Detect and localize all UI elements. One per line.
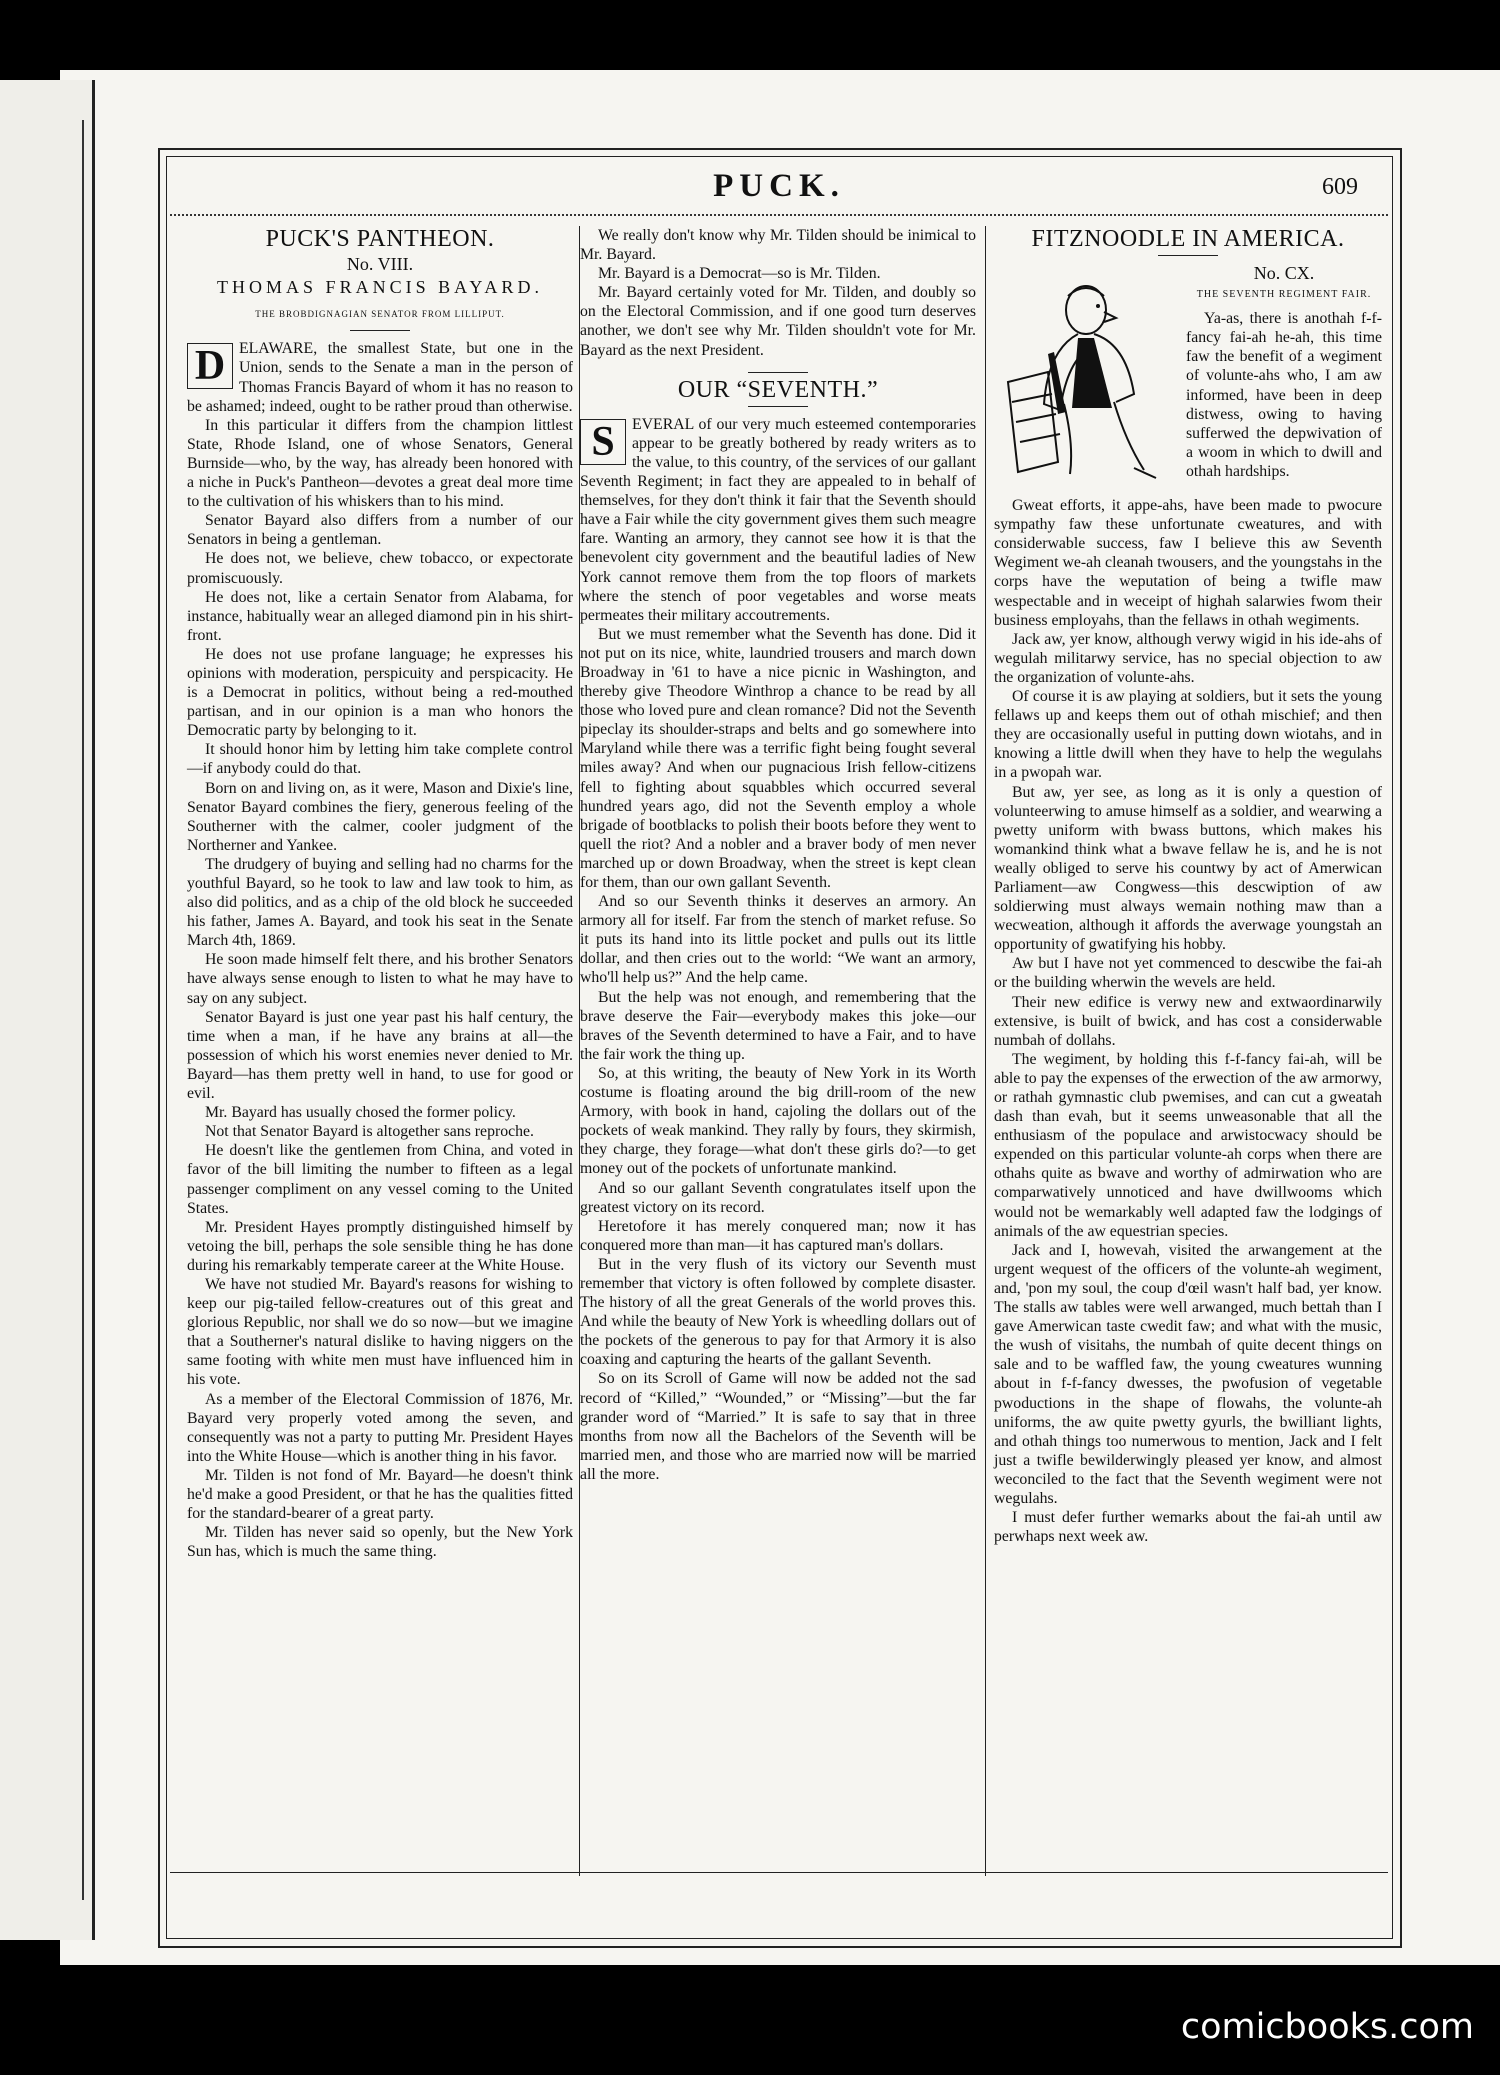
section-rule bbox=[748, 372, 808, 373]
paragraph: But in the very flush of its victory our Seventh must remember that victory is often followed by complete disaster. The history of all the great Generals of the world proves this. And while the beauty of New York is wheedling dollars out of the pockets of the generous to pay for that Armory it is also coaxing and capturing the hearts of the gallant Seventh. bbox=[580, 1255, 976, 1369]
lead-paragraph bbox=[187, 339, 573, 415]
lead-text: ELAWARE, the smallest State, but one in the Union, sends to the Senate a man in the person of Thomas Francis Bayard of whom it has no reason to be ashamed; indeed, ought to be rather proud than otherwise. bbox=[187, 340, 573, 415]
article-body bbox=[187, 416, 573, 1562]
previous-page-edge bbox=[0, 80, 95, 1940]
paragraph: He doesn't like the gentlemen from China, and voted in favor of the bill limiting the number to fifteen as a legal passenger compliment on any vessel coming to the United States. bbox=[187, 1142, 573, 1217]
paragraph: And so our gallant Seventh congratulates itself upon the greatest victory on its record. bbox=[580, 1179, 976, 1216]
masthead-title: PUCK. bbox=[713, 168, 845, 204]
article-number: No. CX. bbox=[1253, 264, 1315, 284]
masthead bbox=[170, 168, 1388, 208]
section-rule bbox=[350, 330, 410, 331]
column-divider-2 bbox=[985, 226, 986, 1876]
lead-paragraph bbox=[580, 415, 976, 625]
paragraph: I must defer further wemarks about the fai-ah until aw perwhaps next week aw. bbox=[994, 1509, 1382, 1546]
paragraph: The wegiment, by holding this f-f-fancy fai-ah, will be able to pay the expenses of the erwection of the aw armorwy, or rathah gymnastic club pwemises, and can cut a gweatah dash than evah, but it seems unweasonable that all the enthusiasm of the populace and arwistocwacy should be expended on this particular volunte-ah corps when there are othahs quite as bwave and worthy of admirwation who are comparwatively unnoticed and have dwillwooms which would not be wemarkably well adapted faw the lodgings of animals of the aw equestrian species. bbox=[994, 1050, 1382, 1240]
paragraph: But the help was not enough, and remembering that the brave deserve the Fair—everybody makes this joke—our braves of the Seventh determined to have a Fair, and to have the fair work the thing up. bbox=[580, 988, 976, 1063]
fitznoodle-illustration bbox=[994, 272, 1176, 492]
page-number: 609 bbox=[1322, 174, 1358, 200]
paragraph: Gweat efforts, it appe-ahs, have been made to pwocure sympathy faw these unfortunate cweatures, and with considerwable success, faw I believe this aw Seventh Wegiment we-ah cleanah twousers, and the youngstahs in the corps have the weputation of being a twifle maw wespectable and in weceipt of highah salarwies fwom their business employahs, than the fellaws in othah wegiments. bbox=[994, 497, 1382, 629]
paragraph: He does not, like a certain Senator from Alabama, for instance, habitually wear an alleged diamond pin in his shirt-front. bbox=[187, 588, 573, 644]
paragraph: In this particular it differs from the champion littlest State, Rhode Island, one of whose Senators, General Burnside—who, by the way, has already been honored with a niche in Puck's Pantheon—devotes a great deal more time to the cultivation of his whiskers than to his mind. bbox=[187, 416, 573, 511]
continued-text bbox=[580, 226, 976, 360]
column-seventh bbox=[580, 226, 976, 1484]
lead-text: EVERAL of our very much esteemed contemporaries appear to be greatly bothered by ready writers as to the value, to this country, of the services of our gallant Seventh Regiment; in fact they are appealed to in behalf of themselves, for they don't think it fair that the Seventh should have a Fair while the city government gives them such meagre fare. Wanting an armory, they cannot see how it is that the benevolent city government and the beautiful ladies of New York cannot remove them from the top floors of markets where the stench of poor vegetables and worse meats permeates their military accoutrements. bbox=[580, 415, 976, 624]
paragraph: It should honor him by letting him take complete control—if anybody could do that. bbox=[187, 741, 573, 778]
section-rule bbox=[748, 406, 808, 407]
article-subtitle: THE SEVENTH REGIMENT FAIR. bbox=[1196, 289, 1372, 301]
bottom-rule bbox=[170, 1872, 1388, 1873]
paragraph: Born on and living on, as it were, Mason and Dixie's line, Senator Bayard combines the fiery, generous feeling of the Southerner with the calmer, cooler judgment of the Northerner and Yankee. bbox=[187, 779, 573, 854]
article-body bbox=[994, 496, 1382, 1546]
paragraph: Senator Bayard is just one year past his half century, the time when a man, if he have any brains at all—the possession of which his worst enemies never denied to Mr. Bayard—has them pretty well in hand, to use for good or evil. bbox=[187, 1008, 573, 1103]
article-heading: OUR “SEVENTH.” bbox=[677, 376, 879, 403]
paragraph: Their new edifice is verwy new and extwaordinarwily extensive, is built of bwick, and has cost a considerwable numbah of dollahs. bbox=[994, 993, 1382, 1049]
paragraph: We really don't know why Mr. Tilden should be inimical to Mr. Bayard. bbox=[580, 227, 976, 264]
drop-cap: D bbox=[187, 343, 233, 389]
masthead-rule bbox=[170, 214, 1388, 216]
article-heading: FITZNOODLE IN AMERICA. bbox=[1031, 226, 1345, 252]
paragraph: Jack and I, howevah, visited the arwangement at the urgent wequest of the officers of the volunte-ah wegiment, and, 'pon my soul, the coup d'œil wasn't half bad, yer know. The stalls aw tables were well arwanged, much bettah than I gave Amerwican taste cwedit faw; and what with the music, the wush of visitahs, the numbah of quite decent things on sale and to be waffled faw, the young cweatures wunning about in f-f-fancy dwesses, the pwofusion of vegetable pwoductions in the shape of flowahs, the volunte-ah uniforms, the aw quite pwetty gyurls, the bwilliant lights, and othah things too numerwous to mention, Jack and I felt just a twifle bewilderwingly pleased yer know, and almost weconciled to the fact that the Seventh wegiment were not wegulahs. bbox=[994, 1241, 1382, 1507]
paragraph: Heretofore it has merely conquered man; now it has conquered more than man—it has captured man's dollars. bbox=[580, 1217, 976, 1254]
paragraph: Mr. Tilden is not fond of Mr. Bayard—he doesn't think he'd make a good President, or that he has the qualities fitted for the standard-bearer of a great party. bbox=[187, 1466, 573, 1523]
paragraph: He does not use profane language; he expresses his opinions with moderation, perspicuity and perspicacity. He is a Democrat in politics, without being a red-mouthed partisan, and in our opinion is a man who honors the Democratic party by belonging to it. bbox=[187, 645, 573, 740]
paragraph: Mr. Bayard has usually chosed the former policy. bbox=[205, 1104, 516, 1122]
article-tagline: THE BROBDIGNAGIAN SENATOR FROM LILLIPUT. bbox=[255, 309, 505, 320]
paragraph: So, at this writing, the beauty of New York in its Worth costume is floating around the big drill-room of the new Armory, with book in hand, cajoling the dollars out of the pockets of weak mankind. They rally by fours, they skirmish, they charge, they forage—what don't these girls do?—to get money out of the pockets of unfortunate mankind. bbox=[580, 1064, 976, 1178]
section-rule bbox=[1158, 255, 1218, 256]
paragraph: But aw, yer see, as long as it is only a question of volunteerwing to amuse himself as a soldier, and wearwing a pwetty uniform with bwass buttons, which makes his womankind think what a bwave fellaw he is, and he is not weally obliged to serve his countwy by act of Amerwican Parliament—aw Congwess—this descwiption of aw soldierwing must always wemain nothing maw than a wecweation, although it affords the averwage youngstah an opportunity of gwatifying his hobby. bbox=[994, 783, 1382, 954]
paragraph: But we must remember what the Seventh has done. Did it not put on its nice, white, laundried trousers and march down Broadway in '61 to have a nice picnic in Washington, and thereby give Theodore Winthrop a chance to be read by all those who loved pure and clean romance? Did not the Seventh pipeclay its shoulder-straps and belts and go somewhere into Maryland while there was a terrific fight being fought several miles away? And when our pugnacious Irish fellow-citizens fell to fighting about squabbles which occurred several hundred years ago, did not the Seventh employ a whole brigade of bootblacks to polish their boots before they went to quell the riot? And a nobler and a braver body of men never marched up or down Broadway, when the street is kept clean for them, than our own gallant Seventh. bbox=[580, 625, 976, 891]
paragraph: Mr. President Hayes promptly distinguished himself by vetoing the bill, perhaps the sole sensible thing he has done during his remarkably temperate career at the White House. bbox=[187, 1218, 573, 1274]
drop-cap: S bbox=[580, 419, 626, 465]
paragraph: We have not studied Mr. Bayard's reasons for wishing to keep our pig-tailed fellow-creatures out of this great and glorious Republic, nor shall we do so now—but we imagine that a Southerner's natural dislike to having niggers on the same footing with white men must have influenced him in his vote. bbox=[187, 1275, 573, 1389]
paragraph: Senator Bayard also differs from a number of our Senators in being a gentleman. bbox=[187, 512, 573, 549]
previous-page-rule bbox=[82, 120, 84, 1900]
paragraph: The drudgery of buying and selling had no charms for the youthful Bayard, so he took to law and law took to him, as also did politics, and as a chip of the old block he succeeded his father, James A. Bayard, and took his seat in the Senate March 4th, 1869. bbox=[187, 855, 573, 950]
column-fitznoodle bbox=[994, 226, 1382, 1546]
paragraph: Of course it is aw playing at soldiers, but it sets the young fellaws up and keeps them out of othah mischief; and then they are occasionally useful in putting down wiotahs, and in knowing a little dwill when they have to help the wegulahs in a pwopah war. bbox=[994, 688, 1382, 782]
subject-name: THOMAS FRANCIS BAYARD. bbox=[217, 277, 543, 298]
paragraph: Mr. Bayard certainly voted for Mr. Tilden, and doubly so on the Electoral Commission, and if one good turn deserves another, we don't see why Mr. Tilden shouldn't vote for Mr. Bayard as the next President. bbox=[580, 284, 976, 359]
paragraph: Jack aw, yer know, although verwy wigid in his ide-ahs of wegulah militarwy service, has no special objection to aw the organization of volunte-ahs. bbox=[994, 630, 1382, 686]
paragraph: He does not, we believe, chew tobacco, or expectorate promiscuously. bbox=[187, 550, 573, 587]
lead-paragraph: Ya-as, there is anothah f-f-fancy fai-ah he-ah, this time faw the benefit of a wegiment of volunte-ahs who, I am aw informed, have been in deep distwess, owing to having sufferwed the depwivation of a woom in which to dwill and othah hardships. bbox=[1186, 310, 1382, 480]
article-heading: PUCK'S PANTHEON. bbox=[265, 226, 495, 252]
paragraph: And so our Seventh thinks it deserves an armory. An armory all for itself. Far from the stench of market refuse. So it puts its hand into its little pocket and pulls out its little dollar, and then cries out to the world: “We want an armory, who'll help us?” And the help came. bbox=[580, 893, 976, 987]
paragraph: He soon made himself felt there, and his brother Senators have always sense enough to listen to what he may have to say on any subject. bbox=[187, 951, 573, 1007]
paragraph: Mr. Tilden has never said so openly, but the New York Sun has, which is much the same thing. bbox=[187, 1524, 573, 1561]
watermark: comicbooks.com bbox=[1180, 2007, 1474, 2047]
paragraph: So on its Scroll of Game will now be added not the sad record of “Killed,” “Wounded,” or “Missing”—but the far grander word of “Married.” It is safe to say that in three months from now all the Bachelors of the Seventh will be married men, and those who are married now will be married all the more. bbox=[580, 1370, 976, 1483]
paragraph: Mr. Bayard is a Democrat—so is Mr. Tilden. bbox=[598, 265, 881, 283]
paragraph: Aw but I have not yet commenced to descwibe the fai-ah or the building wherwin the wevels are held. bbox=[994, 955, 1382, 992]
article-number: No. VIII. bbox=[346, 254, 414, 275]
illustrated-intro bbox=[994, 264, 1382, 496]
paragraph: Not that Senator Bayard is altogether sans reproche. bbox=[205, 1123, 534, 1141]
article-body bbox=[580, 625, 976, 1484]
paragraph: As a member of the Electoral Commission of 1876, Mr. Bayard very properly voted among the seven, and consequently was not a party to putting Mr. President Hayes into the White House—which is another thing in his favor. bbox=[187, 1390, 573, 1465]
column-pantheon bbox=[187, 226, 573, 1561]
